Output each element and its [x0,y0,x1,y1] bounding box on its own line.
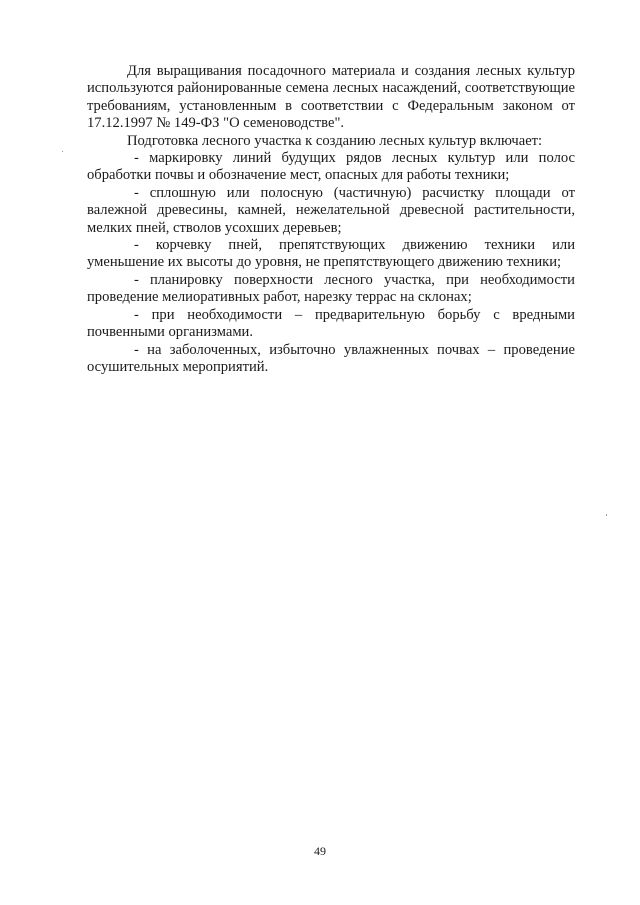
list-item-clearing: - сплошную или полосную (частичную) расчистку площади от валежной древесины, камней, нежелательной древесной растительности, мелких пней, стволов усохших деревьев; [87,184,575,236]
paragraph-seed-materials: Для выращивания посадочного материала и создания лесных культур используются районированные семена лесных насаждений, соответствующие требованиям, установленным в соответствии с Федеральным законом от 17.12.1997 № 149-ФЗ "О семеноводстве". [87,63,575,132]
list-item-drainage: - на заболоченных, избыточно увлажненных почвах – проведение осушительных мероприятий. [87,341,575,375]
scan-speck [62,151,63,152]
document-body [87,63,575,376]
paragraph-site-preparation-intro: Подготовка лесного участка к созданию лесных культур включает: [127,132,543,149]
list-item-marking: - маркировку линий будущих рядов лесных культур или полос обработки почвы и обозначение мест, опасных для работы техники; [87,150,575,184]
list-item-pest-control: - при необходимости – предварительную борьбу с вредными почвенными организмами. [87,306,575,341]
page-number: 49 [314,844,326,858]
scan-speck [606,514,607,516]
list-item-stump-removal: - корчевку пней, препятствующих движению техники или уменьшение их высоты до уровня, не препятствующего движению техники; [87,237,575,271]
list-item-surface-planning: - планировку поверхности лесного участка, при необходимости проведение мелиоративных работ, нарезку террас на склонах; [87,271,575,306]
